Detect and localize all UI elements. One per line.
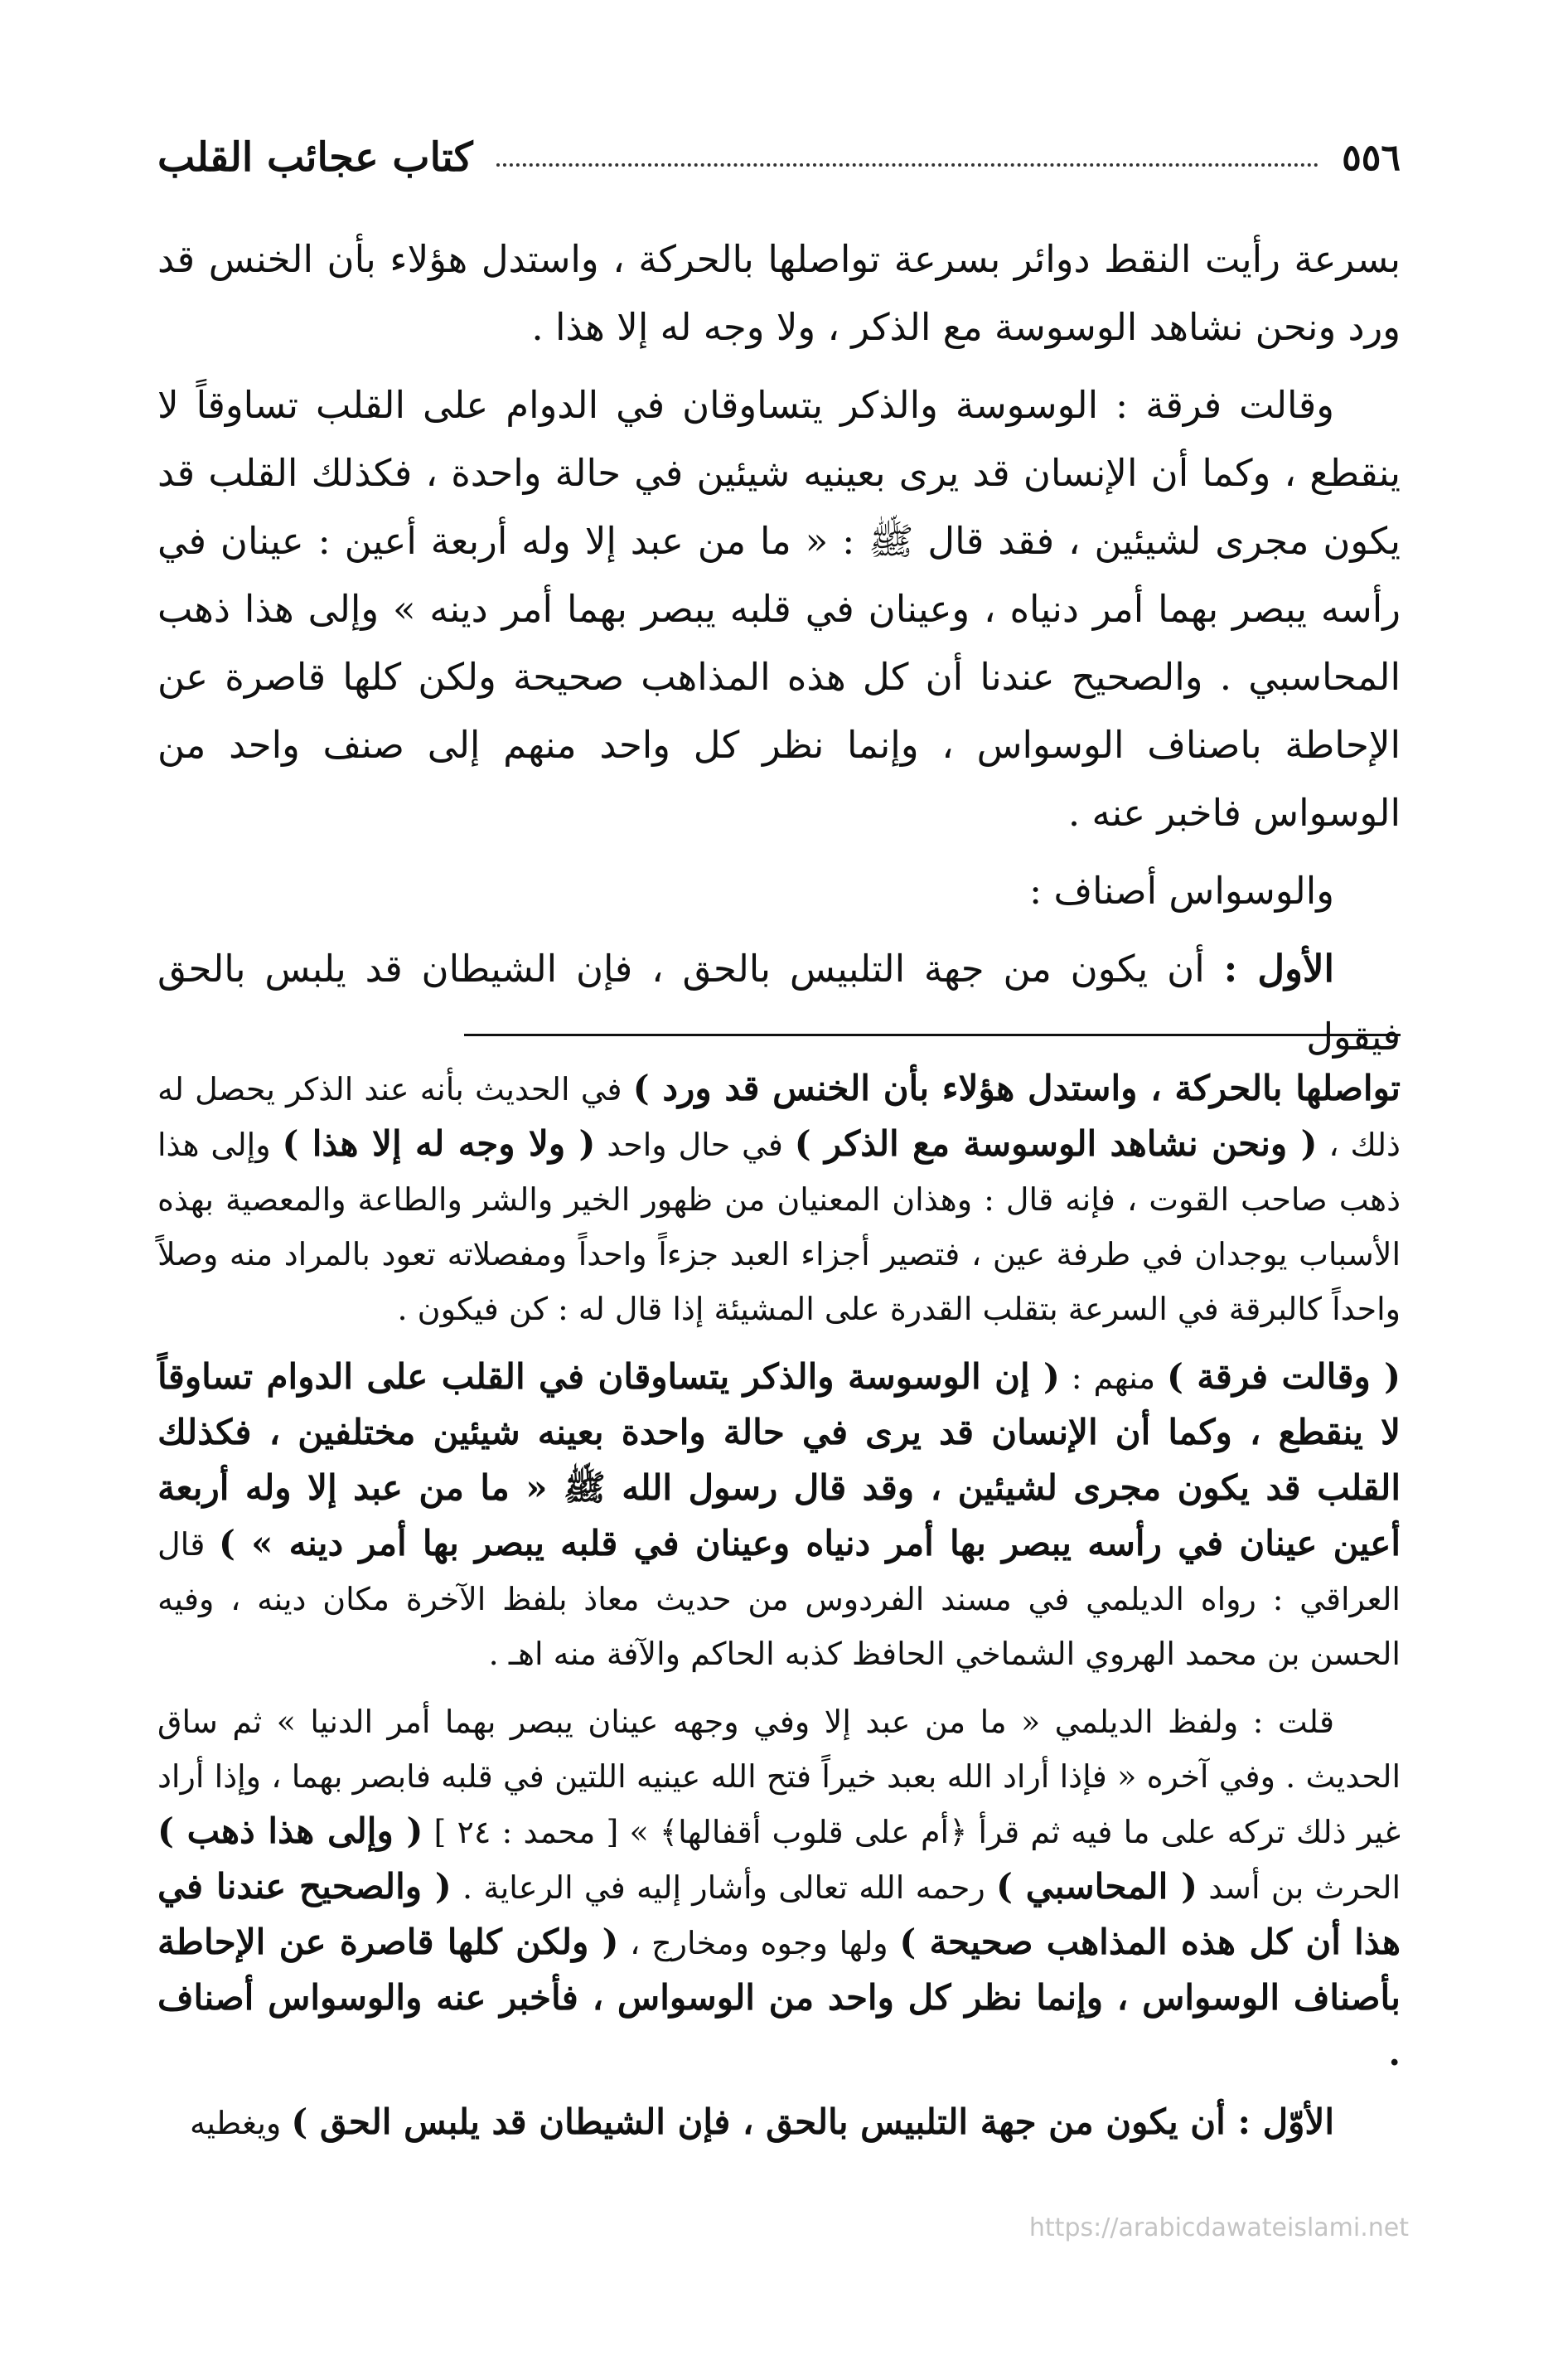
commentary-text: منهم :: [1059, 1360, 1167, 1396]
commentary-text: وإلى هذا ذهب صاحب القوت ، فإنه قال : وهذان المعنيان من ظهور الخير والشر والطاعة والمعصية بهذه الأسباب يوجدان في طرفة عين ، فتصير أجزاء العبد جزءاً واحداً ومفصلاته تعود بالمراد منه وصلاً واحداً كالبرقة في السرعة بتقلب القدرة على المشيئة إذا قال له : كن فيكون .: [157, 1127, 1401, 1327]
quoted-text: الأوّل : أن يكون من جهة التلبيس بالحق ، فإن الشيطان قد يلبس الحق ): [291, 2101, 1334, 2142]
commentary-text: رحمه الله تعالى وأشار إليه في الرعاية .: [451, 1869, 997, 1906]
quoted-text: ( ولكن كلها قاصرة عن الإحاطة بأصناف الوسواس ، وإنما نظر كل واحد من الوسواس ، فأخبر عنه والوسواس أصناف .: [157, 1922, 1401, 2073]
commentary-paragraph-4: [157, 2095, 1401, 2150]
quoted-text: ( المحاسبي ): [996, 1866, 1198, 1907]
quoted-text: ( ولا وجه له إلا هذا ): [282, 1123, 596, 1164]
commentary-text: في حال واحد: [595, 1127, 795, 1163]
commentary: [157, 1061, 1401, 2164]
commentary-text: الحرث بن أسد: [1197, 1869, 1401, 1906]
main-paragraph-3: والوسواس أصناف :: [1029, 869, 1334, 913]
quoted-text: تواصلها بالحركة ، واستدل هؤلاء بأن الخنس قد ورد ): [632, 1068, 1401, 1108]
commentary-text: في الحديث بأنه عند الذكر يحصل له ذلك ،: [157, 1071, 1401, 1163]
quoted-text: ( والصحيح عندنا في هذا أن كل هذه المذاهب صحيحة ): [157, 1866, 1401, 1962]
commentary-text: ولها وجوه ومخارج ،: [618, 1925, 900, 1961]
quoted-text: ( ونحن نشاهد الوسوسة مع الذكر ): [794, 1123, 1318, 1164]
quoted-text: ( وقالت فرقة ): [1166, 1356, 1401, 1397]
quoted-text: ( وإلى هذا ذهب ): [157, 1810, 423, 1851]
commentary-text: قلت : ولفظ الديلمي « ما من عبد إلا وفي وجهه عينان يبصر بهما أمر الدنيا » ثم ساق الحديث . وفي آخره « فإذا أراد الله بعبد خيراً فتح الله عينيه اللتين في قلبه فابصر بهما ، وإذا أراد غير ذلك تركه على ما فيه ثم قرأ ﴿أم على قلوب أقفالها﴾ » [ محمد : ٢٤ ]: [157, 1704, 1401, 1850]
commentary-text: ويغطيه: [190, 2105, 292, 2141]
main-paragraph-4: [157, 935, 1401, 1071]
main-paragraph-2: وقالت فرقة : الوسوسة والذكر يتساوقان في الدوام على القلب تساوقاً لا ينقطع ، وكما أن الإنسان قد يرى بعينيه شيئين في حالة واحدة ، فكذلك القلب قد يكون مجرى لشيئين ، فقد قال ﷺ : « ما من عبد إلا وله أربعة أعين : عينان في رأسه يبصر بهما أمر دنياه ، وعينان في قلبه يبصر بهما أمر دينه » وإلى هذا ذهب المحاسبي . والصحيح عندنا أن كل هذه المذاهب صحيحة ولكن كلها قاصرة عن الإحاطة باصناف الوسواس ، وإنما نظر كل واحد منهم إلى صنف واحد من الوسواس فاخبر عنه .: [157, 383, 1401, 835]
commentary-paragraph-3: [157, 1694, 1401, 2082]
commentary-paragraph-2: [157, 1350, 1401, 1681]
commentary-text: قال العراقي : رواه الديلمي في مسند الفردوس من حديث معاذ بلفظ الآخرة مكان دينه ، وفيه الحسن بن محمد الهروي الشماخي الحافظ كذبه الحاكم والآفة منه اهـ .: [157, 1526, 1401, 1672]
page-number: ٥٥٦: [1342, 136, 1401, 179]
footnote-separator: [464, 1034, 1401, 1036]
first-type-text: أن يكون من جهة التلبيس بالحق ، فإن الشيطان قد يلبس بالحق فيقول: [157, 947, 1401, 1059]
main-paragraph-1: بسرعة رأيت النقط دوائر بسرعة تواصلها بالحركة ، واستدل هؤلاء بأن الخنس قد ورد ونحن نشاهد الوسوسة مع الذكر ، ولا وجه له إلا هذا .: [157, 237, 1401, 349]
main-text: [157, 225, 1401, 1081]
quoted-text: ( إن الوسوسة والذكر يتساوقان في القلب على الدوام تساوقاً لا ينقطع ، وكما أن الإنسان قد يرى في حالة واحدة بعينه شيئين مختلفين ، فكذلك القلب قد يكون مجرى لشيئين ، وقد قال رسول الله ﷺ « ما من عبد إلا وله أربعة أعين عينان في رأسه يبصر بها أمر دنياه وعينان في قلبه يبصر بها أمر دينه » ): [157, 1356, 1401, 1563]
page-header: [157, 124, 1401, 191]
book-title: كتاب عجائب القلب: [157, 134, 473, 181]
first-type-label: الأول :: [1223, 947, 1334, 991]
header-dotted-leader: [496, 163, 1319, 167]
watermark-url: https://arabicdawateislami.net: [1028, 2213, 1409, 2242]
commentary-paragraph-1: [157, 1061, 1401, 1336]
